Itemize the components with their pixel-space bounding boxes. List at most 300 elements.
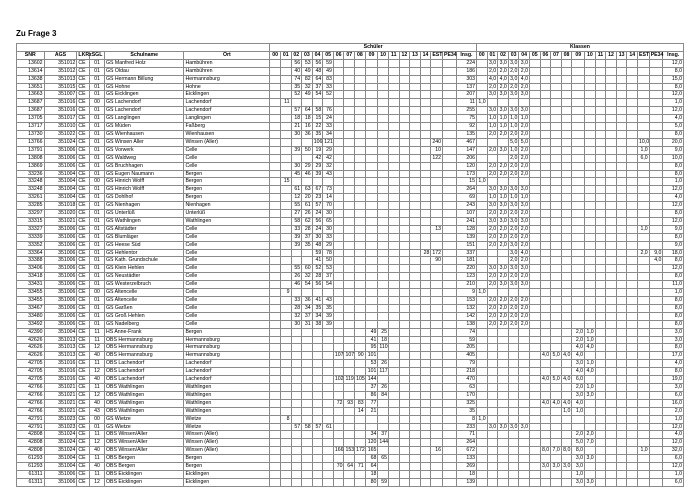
cell-klassen [606, 146, 617, 154]
cell-klassen [487, 431, 498, 439]
cell-schueler [270, 162, 281, 170]
cell-klassen [638, 217, 650, 225]
cell-klassen: 1,0 [499, 123, 507, 130]
cell-klassen [529, 162, 540, 170]
cell-ort: Wathlingen [184, 399, 270, 407]
cell-schueler [410, 67, 421, 75]
cell-schueler [344, 75, 355, 83]
cell-klassen [540, 138, 551, 146]
cell-schueler [270, 154, 281, 162]
cell-schueler: 29 [323, 146, 334, 154]
cell-lkr: CE [77, 107, 90, 115]
cell-ort: Faßberg [184, 123, 270, 131]
cell-klassen-total: 12,0 [663, 59, 684, 67]
cell-schueler [291, 391, 302, 399]
cell-klassen [606, 289, 617, 297]
cell-klassen [638, 273, 650, 281]
cell-schueler-total: 325 [456, 399, 476, 407]
cell-klassen [477, 328, 488, 336]
cell-snr: 42808 [17, 439, 45, 447]
cell-schueler [410, 478, 421, 486]
cell-schueler [365, 178, 378, 186]
cell-schueler [344, 146, 355, 154]
cell-schueler [410, 186, 421, 194]
cell-schueler [344, 115, 355, 123]
cell-klassen [498, 99, 509, 107]
cell-schulname: GS Neustädter [104, 273, 184, 281]
cell-klassen [477, 170, 488, 178]
cell-schueler [280, 210, 291, 218]
cell-schueler: 102 [334, 376, 344, 383]
cell-klassen: 2,0 [488, 225, 497, 232]
cell-schueler: 37 [302, 233, 313, 241]
cell-schueler [344, 186, 355, 194]
cell-schueler [365, 273, 378, 281]
cell-schueler [431, 304, 443, 312]
cell-klassen [638, 289, 650, 297]
cell-klassen [638, 257, 650, 265]
cell-schueler [443, 249, 457, 257]
cell-schulname: GS Müden [104, 123, 184, 131]
cell-klassen [585, 415, 596, 423]
cell-klassen [529, 439, 540, 447]
cell-schueler [431, 241, 443, 249]
cell-schueler [420, 186, 431, 194]
cell-sgl: 00 [90, 99, 105, 107]
cell-ort: Hermannsburg [184, 75, 270, 83]
cell-schueler [410, 75, 421, 83]
cell-schueler [378, 99, 389, 107]
column-header: SNR [17, 51, 45, 59]
cell-klassen [540, 336, 551, 344]
cell-klassen: 3,0 [541, 463, 550, 470]
cell-schulname: HS Anne-Frank [104, 328, 184, 336]
cell-klassen [616, 146, 627, 154]
cell-schueler [420, 257, 431, 265]
cell-klassen [561, 328, 572, 336]
cell-schueler [344, 154, 355, 162]
cell-klassen-total: 1,0 [663, 178, 684, 186]
cell-klassen [638, 115, 650, 123]
cell-klassen: 3,0 [520, 91, 528, 98]
cell-klassen [551, 455, 562, 463]
cell-schueler: 32 [323, 162, 334, 170]
cell-schueler [388, 99, 399, 107]
column-header: AGS [44, 51, 77, 59]
cell-klassen: 3,0 [586, 478, 594, 485]
cell-klassen [627, 439, 638, 447]
cell-schueler [323, 99, 334, 107]
cell-klassen [649, 99, 663, 107]
table-row [17, 225, 684, 233]
cell-klassen [561, 455, 572, 463]
cell-schueler-total: 255 [456, 107, 476, 115]
cell-klassen [616, 478, 627, 486]
cell-schueler: 55 [291, 265, 302, 273]
cell-schueler [355, 194, 366, 202]
cell-snr: 33418 [17, 273, 45, 281]
cell-schueler [355, 233, 366, 241]
cell-schueler [410, 91, 421, 99]
cell-klassen [638, 439, 650, 447]
cell-klassen: 3,0 [499, 107, 507, 114]
cell-schueler [443, 123, 457, 131]
cell-klassen [638, 265, 650, 273]
cell-ort: Lachendorf [184, 368, 270, 376]
table-body [17, 59, 684, 486]
cell-klassen [627, 447, 638, 455]
cell-schueler [420, 107, 431, 115]
cell-klassen [627, 344, 638, 352]
cell-klassen: 1,0 [478, 289, 486, 296]
cell-klassen [498, 368, 509, 376]
cell-klassen: 4,0 [552, 399, 560, 406]
cell-schueler [280, 439, 291, 447]
column-header-schueler: 11 [388, 51, 399, 59]
cell-schueler [333, 273, 344, 281]
cell-klassen-total: 8,0 [663, 344, 684, 352]
cell-schueler-total: 241 [456, 217, 476, 225]
cell-schueler [302, 336, 313, 344]
cell-schulname: OBS Lachendorf [104, 360, 184, 368]
cell-klassen: 2,0 [520, 130, 528, 137]
cell-schueler [333, 123, 344, 131]
cell-schueler [410, 170, 421, 178]
cell-ort: Hermannsburg [184, 352, 270, 360]
cell-klassen-total: 11,0 [663, 281, 684, 289]
cell-klassen [606, 478, 617, 486]
table-row [17, 91, 684, 99]
cell-schueler [443, 83, 457, 91]
cell-klassen [585, 273, 596, 281]
cell-schueler [378, 146, 389, 154]
table-row [17, 447, 684, 455]
column-header-schueler: PE34 [444, 51, 457, 58]
table-row [17, 423, 684, 431]
cell-klassen [529, 407, 540, 415]
column-header-schueler: 10 [378, 51, 389, 59]
cell-schueler-total: 128 [456, 225, 476, 233]
cell-lkr: CE [77, 439, 90, 447]
cell-schueler [420, 170, 431, 178]
cell-klassen [519, 328, 530, 336]
cell-klassen [477, 83, 488, 91]
table-row [17, 407, 684, 415]
cell-sgl: 12 [90, 391, 105, 399]
cell-schulname: OBS Wathlingen [104, 391, 184, 399]
cell-klassen [551, 233, 562, 241]
cell-schueler [270, 257, 281, 265]
cell-klassen [606, 225, 617, 233]
cell-schueler [365, 202, 378, 210]
column-header-klassen: 05 [529, 51, 540, 59]
cell-klassen: 2,0 [499, 312, 507, 319]
cell-klassen [519, 415, 530, 423]
cell-klassen: 4,0 [586, 368, 594, 375]
cell-klassen: 4,0 [541, 352, 550, 359]
cell-klassen: 2,0 [488, 162, 497, 169]
cell-schueler [431, 470, 443, 478]
cell-klassen [508, 368, 519, 376]
cell-klassen-total: 12,0 [663, 265, 684, 273]
cell-schueler [270, 304, 281, 312]
cell-klassen [551, 83, 562, 91]
cell-klassen [529, 233, 540, 241]
cell-schueler [410, 265, 421, 273]
cell-klassen [561, 99, 572, 107]
cell-klassen [551, 383, 562, 391]
cell-klassen [638, 67, 650, 75]
cell-klassen [585, 83, 596, 91]
cell-klassen-total: 8,0 [663, 210, 684, 218]
cell-klassen [616, 399, 627, 407]
cell-klassen [572, 99, 585, 107]
cell-klassen [572, 162, 585, 170]
table-row [17, 130, 684, 138]
cell-schueler [333, 154, 344, 162]
cell-schueler-total: 142 [456, 312, 476, 320]
cell-schueler: 74 [291, 75, 302, 83]
cell-schueler: 83 [323, 75, 334, 83]
cell-schueler [312, 463, 323, 471]
cell-klassen [595, 376, 606, 384]
cell-snr: 33364 [17, 249, 45, 257]
cell-schueler-total: 120 [456, 162, 476, 170]
cell-klassen [606, 281, 617, 289]
cell-klassen [551, 297, 562, 305]
cell-klassen [649, 273, 663, 281]
cell-klassen [561, 91, 572, 99]
cell-klassen [595, 455, 606, 463]
cell-klassen [540, 225, 551, 233]
cell-schueler [388, 273, 399, 281]
cell-schueler [443, 170, 457, 178]
cell-klassen [519, 439, 530, 447]
cell-klassen: 1,0 [563, 407, 571, 414]
cell-sgl: 01 [90, 233, 105, 241]
cell-klassen-total: 12,0 [663, 91, 684, 99]
cell-schueler [365, 210, 378, 218]
cell-klassen [561, 273, 572, 281]
cell-schueler [388, 383, 399, 391]
cell-schueler [399, 257, 410, 265]
cell-lkr: CE [77, 178, 90, 186]
table-row [17, 344, 684, 352]
cell-schueler: 32 [291, 312, 302, 320]
table-row [17, 439, 684, 447]
cell-klassen: 2,0 [510, 83, 518, 90]
cell-schueler: 24 [312, 210, 323, 218]
column-header-klassen: Insg. [663, 51, 684, 59]
cell-schueler [333, 289, 344, 297]
cell-lkr: CE [77, 170, 90, 178]
cell-schueler [344, 170, 355, 178]
cell-ort: Celle [184, 241, 270, 249]
cell-schueler [365, 194, 378, 202]
cell-klassen [606, 415, 617, 423]
cell-schueler: 84 [378, 391, 389, 399]
cell-schueler: 54 [323, 281, 334, 289]
table-row [17, 455, 684, 463]
cell-klassen: 2,0 [499, 210, 507, 217]
cell-klassen [627, 297, 638, 305]
cell-klassen [572, 257, 585, 265]
cell-schueler [280, 123, 291, 131]
cell-klassen [561, 257, 572, 265]
cell-schueler [399, 115, 410, 123]
cell-klassen [638, 415, 650, 423]
cell-schueler [443, 328, 457, 336]
cell-schueler [378, 281, 389, 289]
cell-schueler [365, 257, 378, 265]
cell-schueler [431, 289, 443, 297]
cell-klassen [627, 202, 638, 210]
cell-schueler [280, 273, 291, 281]
cell-schueler [280, 407, 291, 415]
cell-sgl: 01 [90, 257, 105, 265]
cell-ags: 351004 [44, 328, 77, 336]
cell-klassen [561, 67, 572, 75]
cell-klassen [638, 320, 650, 328]
cell-klassen [561, 241, 572, 249]
cell-schueler [443, 75, 457, 83]
cell-schueler [378, 265, 389, 273]
cell-schueler-total: 69 [456, 194, 476, 202]
cell-schueler [270, 210, 281, 218]
cell-lkr: CE [77, 478, 90, 486]
cell-klassen-total: 4,0 [663, 431, 684, 439]
cell-schueler: 35 [302, 241, 313, 249]
cell-schueler [344, 431, 355, 439]
cell-schueler [443, 265, 457, 273]
cell-klassen: 3,0 [510, 91, 518, 98]
cell-klassen [519, 431, 530, 439]
cell-klassen [616, 170, 627, 178]
cell-klassen: 3,0 [510, 202, 518, 209]
cell-klassen [616, 336, 627, 344]
cell-schueler [431, 399, 443, 407]
cell-klassen [572, 178, 585, 186]
cell-klassen [519, 470, 530, 478]
cell-snr: 13602 [17, 59, 45, 67]
cell-schueler [443, 115, 457, 123]
cell-klassen-total: 3,0 [663, 383, 684, 391]
cell-schulname: GS Wietze [104, 415, 184, 423]
cell-klassen [649, 241, 663, 249]
cell-klassen [585, 352, 596, 360]
cell-schueler-total: 107 [456, 210, 476, 218]
cell-schueler [344, 423, 355, 431]
cell-klassen [606, 178, 617, 186]
cell-ort: Celle [184, 304, 270, 312]
cell-schueler [333, 320, 344, 328]
cell-klassen [477, 257, 488, 265]
cell-klassen [638, 328, 650, 336]
cell-klassen [561, 439, 572, 447]
cell-schueler [378, 233, 389, 241]
cell-klassen: 2,0 [499, 304, 507, 311]
cell-snr: 33455 [17, 289, 45, 297]
cell-klassen [638, 123, 650, 131]
cell-schueler [410, 368, 421, 376]
cell-klassen [606, 431, 617, 439]
cell-klassen [649, 281, 663, 289]
cell-klassen [627, 130, 638, 138]
cell-klassen [616, 320, 627, 328]
cell-schueler [355, 241, 366, 249]
cell-klassen [595, 241, 606, 249]
cell-schulname: GS Bruchhagen [104, 162, 184, 170]
cell-klassen [627, 107, 638, 115]
cell-klassen-total: 8,0 [663, 130, 684, 138]
cell-schueler [443, 463, 457, 471]
cell-schueler [333, 383, 344, 391]
cell-schueler: 60 [302, 265, 313, 273]
cell-schueler [410, 146, 421, 154]
cell-schueler [355, 431, 366, 439]
cell-klassen: 3,0 [510, 281, 518, 288]
cell-schueler [344, 328, 355, 336]
cell-schulname: GS Nadelberg [104, 320, 184, 328]
cell-schueler [399, 281, 410, 289]
cell-klassen [572, 415, 585, 423]
cell-klassen [616, 225, 627, 233]
cell-schueler [378, 297, 389, 305]
cell-schueler [280, 455, 291, 463]
cell-schueler: 53 [365, 360, 378, 368]
cell-klassen [649, 178, 663, 186]
cell-klassen [551, 146, 562, 154]
cell-klassen [649, 423, 663, 431]
cell-klassen [595, 273, 606, 281]
cell-lkr: CE [77, 360, 90, 368]
cell-klassen [585, 123, 596, 131]
cell-schueler [410, 344, 421, 352]
column-header-klassen: 13 [616, 51, 627, 59]
cell-klassen [551, 431, 562, 439]
table-row [17, 170, 684, 178]
cell-klassen: 7,0 [552, 447, 560, 454]
cell-schueler: 56 [312, 59, 323, 67]
cell-klassen [529, 423, 540, 431]
cell-schueler: 107 [345, 352, 355, 359]
cell-sgl: 01 [90, 123, 105, 131]
cell-schueler [365, 249, 378, 257]
cell-snr: 33480 [17, 312, 45, 320]
cell-klassen [551, 241, 562, 249]
cell-schueler [420, 233, 431, 241]
cell-klassen [585, 470, 596, 478]
cell-schueler [365, 225, 378, 233]
cell-klassen [508, 455, 519, 463]
cell-schueler [420, 312, 431, 320]
cell-klassen [540, 304, 551, 312]
cell-snr: 33406 [17, 265, 45, 273]
cell-schueler [344, 178, 355, 186]
cell-schueler [323, 336, 334, 344]
cell-klassen: 2,0 [510, 233, 518, 240]
cell-lkr: CE [77, 447, 90, 455]
cell-snr: 42390 [17, 328, 45, 336]
cell-schueler [355, 202, 366, 210]
cell-klassen [649, 439, 663, 447]
cell-lkr: CE [77, 415, 90, 423]
cell-lkr: CE [77, 399, 90, 407]
cell-klassen-total: 12,0 [663, 186, 684, 194]
cell-schueler [270, 407, 281, 415]
cell-schulname: GS Oldau [104, 67, 184, 75]
cell-schueler [280, 297, 291, 305]
